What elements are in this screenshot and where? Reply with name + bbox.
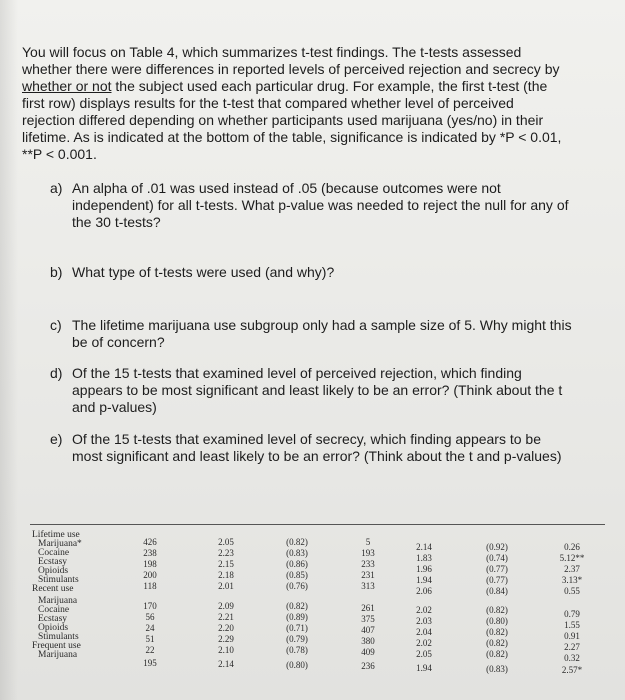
row-label: Cocaine <box>38 605 70 615</box>
table-cell: 2.05 <box>416 649 432 659</box>
column-t <box>550 609 594 664</box>
table-cell: 238 <box>143 548 157 558</box>
row-label: Opioids <box>38 623 69 633</box>
row-label: Marijuana* <box>38 539 82 549</box>
table-cell: 198 <box>143 559 157 569</box>
table-cell: 3.13* <box>561 575 583 585</box>
table-cell: (0.85) <box>286 570 308 580</box>
table-cell: 0.55 <box>564 586 580 596</box>
table-cell: 2.10 <box>218 645 234 655</box>
row-label: Stimulants <box>38 575 79 585</box>
row-label: Frequent use <box>32 641 81 651</box>
column-n2 <box>348 537 388 592</box>
table-cell: 313 <box>361 581 375 591</box>
column-sd2 <box>474 605 520 660</box>
table-cell: 0.32 <box>564 653 580 663</box>
column-n <box>130 601 170 656</box>
table-cell: (0.83) <box>286 548 308 558</box>
table-cell: (0.76) <box>286 581 308 591</box>
table-4-excerpt <box>22 520 625 700</box>
column-n2 <box>348 603 388 658</box>
table-cell: (0.82) <box>286 601 308 611</box>
intro-line: **P < 0.001. <box>22 146 97 162</box>
row-label: Stimulants <box>38 632 79 642</box>
table-cell: (0.86) <box>286 559 308 569</box>
column-mean <box>206 537 246 592</box>
cell-mean2: 1.94 <box>416 663 432 673</box>
table-cell: (0.82) <box>486 605 508 615</box>
photo-page: You will focus on Table 4, which summarizes t-test findings. The t-tests assessed whether there were differences in reported levels of perceived rejection and secrecy by whether or not the subject used each particular drug. For example, the first t-test (the first row) displays results for the t-test that compared whether level of perceived rejection differed depending on whether participants used marijuana (yes/no) in their lifetime. As is indicated at the bottom of the table, significance is indicated by *P < 0.01, **P < 0.001. a) An alpha of .01 was used instead of .05 (because outcomes were not independent) for all t-tests. What p-value was needed to reject the null for any of the 30 t-tests? b) What type of t-tests were used (and why)? c) The lifetime marijuana use subgroup only had a sample size of 5. Why might this be of concern? d) Of the 15 t-tests that examined level of perceived rejection, which finding appears to be most significant and least likely to be an error? (Think about the t and p-values) e) Of the 15 t-tests that examined level of secrecy, which finding appears to be most significant and least likely to be an error? (Think about the t and p-values) Lifetime use Marijuana* Cocaine Ecstasy Opioids Stimulants Recent use Marijuana Cocaine Ecstasy Opioids Stimulants Frequent use Marijuana 426 238 198 200 118 2.05 2.23 2.15 2.18 2.01 (0.82) (0.83) (0.86) (0.85) (0.76) 5 193 233 231 313 2.14 1.83 1.96 1.94 2.06 (0.92) (0.74) (0.77) (0.77) (0.84) 0.26 5.12** 2.37 3.13* 0.55 170 56 24 51 22 2.09 2.21 2.20 2.29 2.10 (0.82) (0.89) (0.71) (0.79) (0.78) 261 375 407 380 409 2.02 2.03 2.04 2.02 2.05 (0.82) (0.80) (0.82) (0.82) (0.82) 0.79 1.55 0.91 2.27 0.32 195 2.14 (0.80) 236 1.94 (0.83) 2.57* <box>0 0 625 700</box>
table-cell: 261 <box>361 603 375 613</box>
table-cell: 5.12** <box>559 553 585 563</box>
table-cell: 380 <box>361 636 375 646</box>
row-label: Opioids <box>38 566 69 576</box>
cell-sd2: (0.83) <box>486 664 508 674</box>
table-cell: 1.94 <box>416 575 432 585</box>
table-cell: 407 <box>361 625 375 635</box>
row-label: Recent use <box>32 584 74 594</box>
table-cell: (0.80) <box>486 616 508 626</box>
row-label: Cocaine <box>38 548 70 558</box>
table-cell: 1.55 <box>564 620 580 630</box>
column-sd <box>274 601 320 656</box>
table-cell: (0.79) <box>286 634 308 644</box>
table-cell: 2.14 <box>416 542 432 552</box>
table-cell: (0.74) <box>486 553 508 563</box>
table-cell: 2.02 <box>416 638 432 648</box>
row-label: Lifetime use <box>32 530 80 540</box>
row-label: Ecstasy <box>38 557 68 567</box>
table-rule <box>30 524 605 525</box>
cell-t: 2.57* <box>561 665 583 675</box>
row-label: Ecstasy <box>38 614 68 624</box>
column-mean2 <box>404 605 444 660</box>
table-cell: (0.82) <box>286 537 308 547</box>
table-cell: 409 <box>361 647 375 657</box>
table-cell: 2.03 <box>416 616 432 626</box>
table-cell: 51 <box>145 634 155 644</box>
table-cell: 426 <box>143 537 157 547</box>
table-cell: 231 <box>361 570 375 580</box>
table-cell: 2.23 <box>218 548 234 558</box>
underlined-phrase: whether or not <box>22 78 112 94</box>
intro-paragraph <box>22 44 597 163</box>
cell-sd: (0.80) <box>286 660 308 670</box>
table-cell: 0.79 <box>564 609 580 619</box>
table-cell: 22 <box>145 645 155 655</box>
table-cell: (0.71) <box>286 623 308 633</box>
row-label: Marijuana <box>38 650 78 660</box>
table-cell: 1.96 <box>416 564 432 574</box>
table-cell: 233 <box>361 559 375 569</box>
table-cell: (0.82) <box>486 649 508 659</box>
column-mean <box>206 601 246 656</box>
table-cell: 193 <box>361 548 375 558</box>
table-cell: 5 <box>365 537 371 547</box>
table-cell: 170 <box>143 601 157 611</box>
table-cell: (0.82) <box>486 627 508 637</box>
table-cell: 2.02 <box>416 605 432 615</box>
table-cell: 0.91 <box>564 631 580 641</box>
table-cell: 375 <box>361 614 375 624</box>
column-n <box>130 537 170 592</box>
table-cell: (0.78) <box>286 645 308 655</box>
table-cell: 0.26 <box>564 542 580 552</box>
table-cell: 118 <box>143 581 157 591</box>
table-cell: 2.37 <box>564 564 580 574</box>
table-cell: 200 <box>143 570 157 580</box>
cell-mean: 2.14 <box>218 659 234 669</box>
table-cell: (0.77) <box>486 575 508 585</box>
table-cell: 2.15 <box>218 559 234 569</box>
intro-line: whether or not the subject used each particular drug. For example, the first t-test (the <box>22 78 548 94</box>
table-cell: 2.01 <box>218 581 234 591</box>
table-cell: 1.83 <box>416 553 432 563</box>
column-t <box>550 542 594 597</box>
table-cell: 2.04 <box>416 627 432 637</box>
table-cell: 2.21 <box>218 612 234 622</box>
column-sd2 <box>474 542 520 597</box>
intro-line: lifetime. As is indicated at the bottom of the table, significance is indicated by *P < 0.01, <box>22 129 562 145</box>
table-cell: (0.77) <box>486 564 508 574</box>
cell-n2: 236 <box>361 661 375 671</box>
intro-line: first row) displays results for the t-test that compared whether level of perceived <box>22 95 514 111</box>
cell-n: 195 <box>143 658 157 668</box>
table-cell: 2.27 <box>564 642 580 652</box>
page-shadow <box>0 0 18 700</box>
table-cell: 2.29 <box>218 634 234 644</box>
table-cell: (0.92) <box>486 542 508 552</box>
intro-line: rejection differed depending on whether participants used marijuana (yes/no) in their <box>22 112 544 128</box>
table-cell: 2.18 <box>218 570 234 580</box>
table-cell: (0.89) <box>286 612 308 622</box>
column-mean2 <box>404 542 444 597</box>
table-cell: 2.05 <box>218 537 234 547</box>
intro-line: You will focus on Table 4, which summarizes t-test findings. The t-tests assessed <box>22 44 522 60</box>
table-cell: 56 <box>145 612 155 622</box>
table-cell: 2.09 <box>218 601 234 611</box>
table-cell: 24 <box>145 623 155 633</box>
table-cell: (0.82) <box>486 638 508 648</box>
table-cell: (0.84) <box>486 586 508 596</box>
table-cell: 2.20 <box>218 623 234 633</box>
row-label: Marijuana <box>38 596 78 606</box>
column-sd <box>274 537 320 592</box>
intro-line: whether there were differences in reported levels of perceived rejection and secrecy by <box>22 61 560 77</box>
table-cell: 2.06 <box>416 586 432 596</box>
